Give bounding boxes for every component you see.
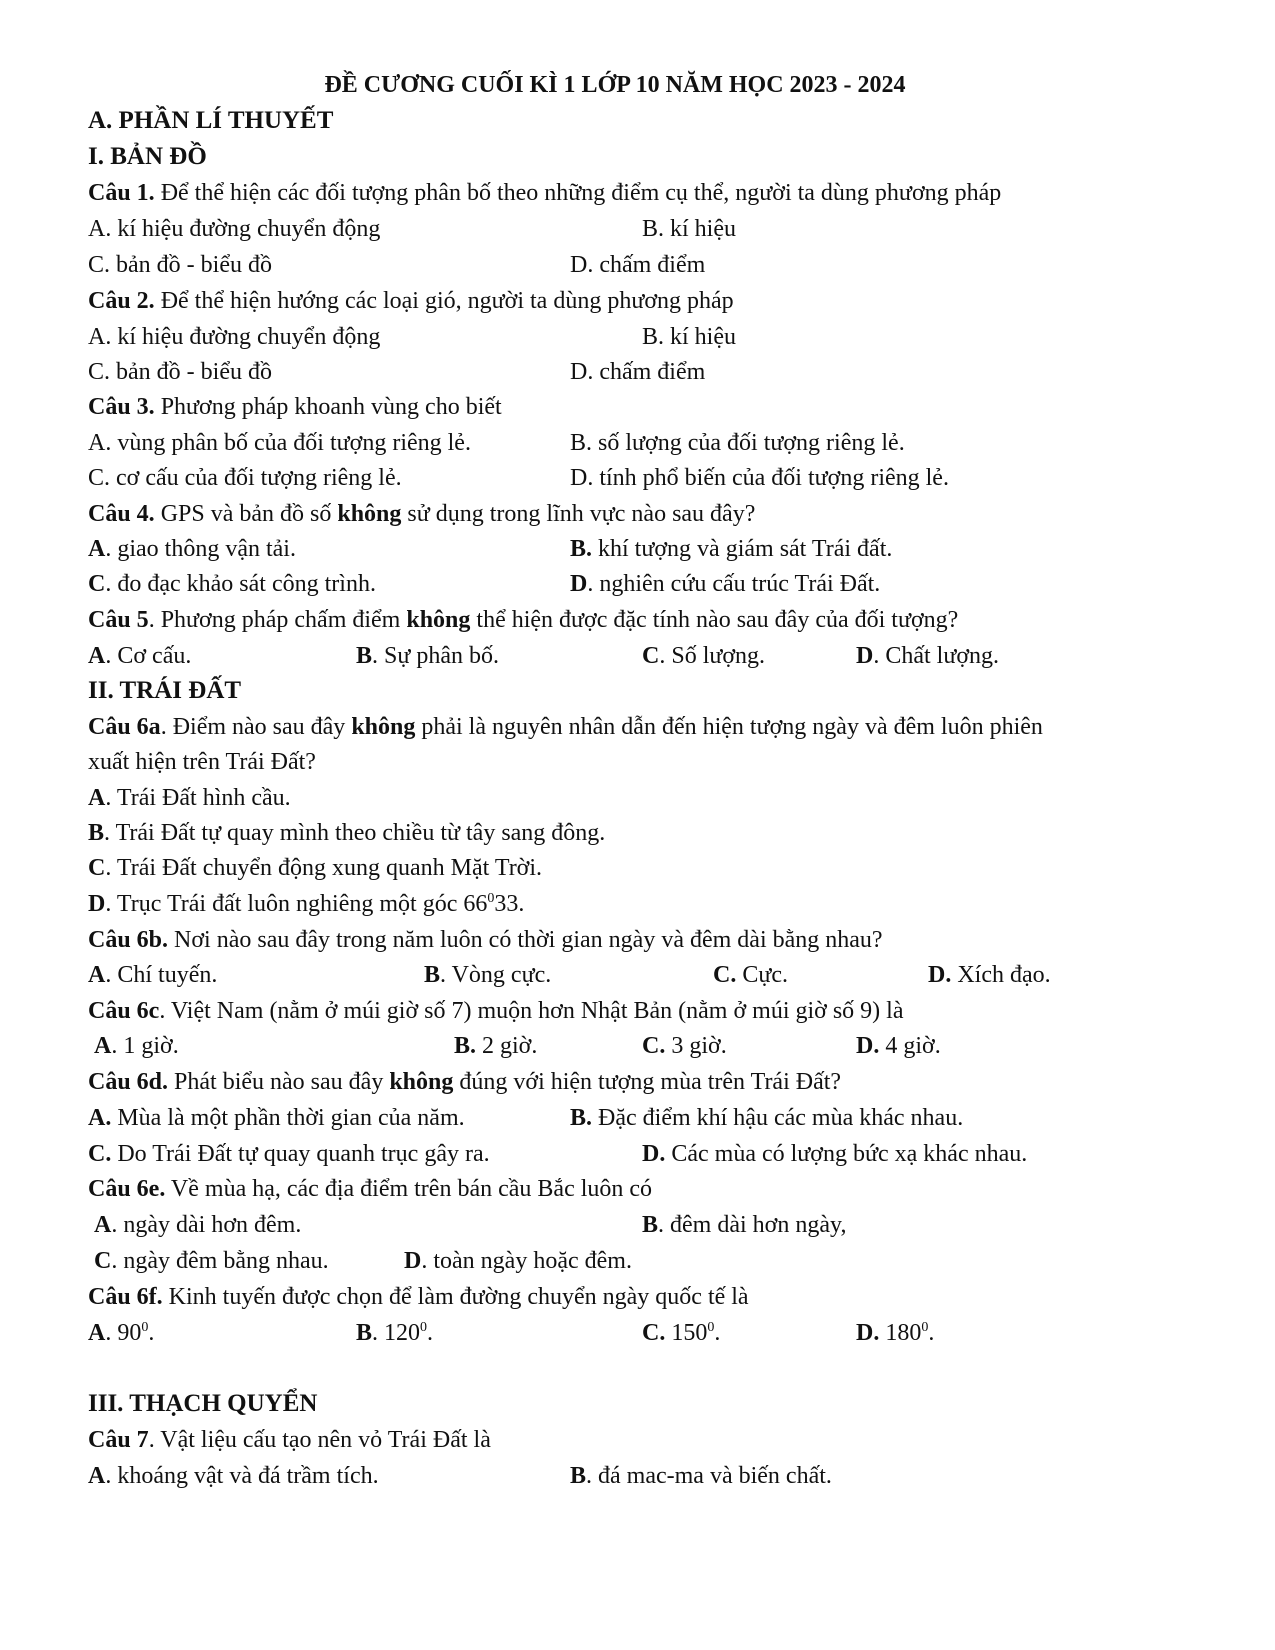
q3-option-d: D. tính phổ biến của đối tượng riêng lẻ.: [570, 465, 949, 491]
q6f-option-a: A. $90^0$.: [88, 1320, 155, 1346]
q2-option-d: D. chấm điểm: [570, 359, 706, 385]
q4-option-c: C. đo đạc khảo sát công trình.: [88, 571, 376, 597]
q3-option-a: A. vùng phân bố của đối tượng riêng lẻ.: [88, 430, 471, 456]
q6f-option-b: B. $120^0$.: [356, 1320, 434, 1346]
q6a-option-b: B. Trái Đất tự quay mình theo chiều từ tây sang đông.: [88, 820, 606, 846]
q6c-option-b: B. 2 giờ.: [454, 1033, 538, 1059]
q1-option-d: D. chấm điểm: [570, 252, 706, 278]
q1-option-b: B. kí hiệu: [642, 216, 736, 242]
q4-option-a: A. giao thông vận tải.: [88, 536, 296, 562]
q3-option-c: C. cơ cấu của đối tượng riêng lẻ.: [88, 465, 402, 491]
question-2: Câu 2. Để thể hiện hướng các loại gió, người ta dùng phương pháp: [88, 288, 734, 314]
q6b-option-a: A. Chí tuyến.: [88, 962, 218, 988]
q4-option-b: B. khí tượng và giám sát Trái đất.: [570, 536, 893, 562]
q6a-option-d: D. Trục Trái đất luôn nghiêng một góc $66^033$.: [88, 891, 525, 917]
q2-option-b: B. kí hiệu: [642, 324, 736, 350]
question-4: Câu 4. GPS và bản đồ số không sử dụng trong lĩnh vực nào sau đây?: [88, 501, 756, 527]
section-1-heading: I. BẢN ĐỒ: [88, 143, 207, 170]
question-5: Câu 5. Phương pháp chấm điểm không thể hiện được đặc tính nào sau đây của đối tượng?: [88, 607, 959, 633]
q4-option-d: D. nghiên cứu cấu trúc Trái Đất.: [570, 571, 881, 597]
q5-option-a: A. Cơ cấu.: [88, 643, 192, 669]
q5-option-c: C. Số lượng.: [642, 643, 766, 669]
q6b-option-c: C. Cực.: [713, 962, 789, 988]
q6b-option-d: D. Xích đạo.: [928, 962, 1051, 988]
q6a-option-a: A. Trái Đất hình cầu.: [88, 785, 291, 811]
q6d-option-d: D. Các mùa có lượng bức xạ khác nhau.: [642, 1141, 1028, 1167]
q6e-option-b: B. đêm dài hơn ngày,: [642, 1212, 847, 1238]
question-1: Câu 1. Để thể hiện các đối tượng phân bố theo những điểm cụ thể, người ta dùng phương pháp: [88, 180, 1002, 206]
part-a-heading: A. PHẦN LÍ THUYẾT: [88, 107, 334, 134]
q6d-option-a: A. Mùa là một phần thời gian của năm.: [88, 1105, 465, 1131]
question-6f: Câu 6f. Kinh tuyến được chọn để làm đường chuyển ngày quốc tế là: [88, 1284, 749, 1310]
q1-option-c: C. bản đồ - biểu đồ: [88, 252, 272, 278]
q6e-option-a: A. ngày dài hơn đêm.: [94, 1212, 302, 1238]
question-6a-continued: xuất hiện trên Trái Đất?: [88, 749, 316, 775]
question-6b: Câu 6b. Nơi nào sau đây trong năm luôn có thời gian ngày và đêm dài bằng nhau?: [88, 927, 883, 953]
section-2-heading: II. TRÁI ĐẤT: [88, 677, 242, 704]
section-3-heading: III. THẠCH QUYỂN: [88, 1390, 318, 1417]
q6f-option-c: C. $150^0$.: [642, 1320, 721, 1346]
q5-option-b: B. Sự phân bố.: [356, 643, 500, 669]
q7-option-a: A. khoáng vật và đá trầm tích.: [88, 1463, 379, 1489]
q6e-option-d: D. toàn ngày hoặc đêm.: [404, 1248, 632, 1274]
q2-option-c: C. bản đồ - biểu đồ: [88, 359, 272, 385]
q5-option-d: D. Chất lượng.: [856, 643, 1000, 669]
document-title: ĐỀ CƯƠNG CUỐI KÌ 1 LỚP 10 NĂM HỌC 2023 - 2024: [324, 72, 906, 98]
q6c-option-a: A. 1 giờ.: [94, 1033, 179, 1059]
question-6c: Câu 6c. Việt Nam (nằm ở múi giờ số 7) muộn hơn Nhật Bản (nằm ở múi giờ số 9) là: [88, 998, 904, 1024]
q6f-option-d: D. $180^0$.: [856, 1320, 935, 1346]
question-7: Câu 7. Vật liệu cấu tạo nên vỏ Trái Đất là: [88, 1427, 491, 1453]
q6b-option-b: B. Vòng cực.: [424, 962, 552, 988]
q7-option-b: B. đá mac-ma và biến chất.: [570, 1463, 832, 1489]
q6c-option-d: D. 4 giờ.: [856, 1033, 941, 1059]
q2-option-a: A. kí hiệu đường chuyển động: [88, 324, 381, 350]
q3-option-b: B. số lượng của đối tượng riêng lẻ.: [570, 430, 905, 456]
question-6e: Câu 6e. Về mùa hạ, các địa điểm trên bán cầu Bắc luôn có: [88, 1176, 653, 1202]
question-6d: Câu 6d. Phát biểu nào sau đây không đúng với hiện tượng mùa trên Trái Đất?: [88, 1069, 842, 1095]
q6a-option-c: C. Trái Đất chuyển động xung quanh Mặt Trời.: [88, 855, 543, 881]
q6e-option-c: C. ngày đêm bằng nhau.: [94, 1248, 329, 1274]
q1-option-a: A. kí hiệu đường chuyển động: [88, 216, 381, 242]
q6c-option-c: C. 3 giờ.: [642, 1033, 727, 1059]
question-6a: Câu 6a. Điểm nào sau đây không phải là nguyên nhân dẫn đến hiện tượng ngày và đêm luôn phiên: [88, 714, 1043, 740]
q6d-option-c: C. Do Trái Đất tự quay quanh trục gây ra.: [88, 1141, 490, 1167]
question-3: Câu 3. Phương pháp khoanh vùng cho biết: [88, 394, 502, 420]
q6d-option-b: B. Đặc điểm khí hậu các mùa khác nhau.: [570, 1105, 964, 1131]
